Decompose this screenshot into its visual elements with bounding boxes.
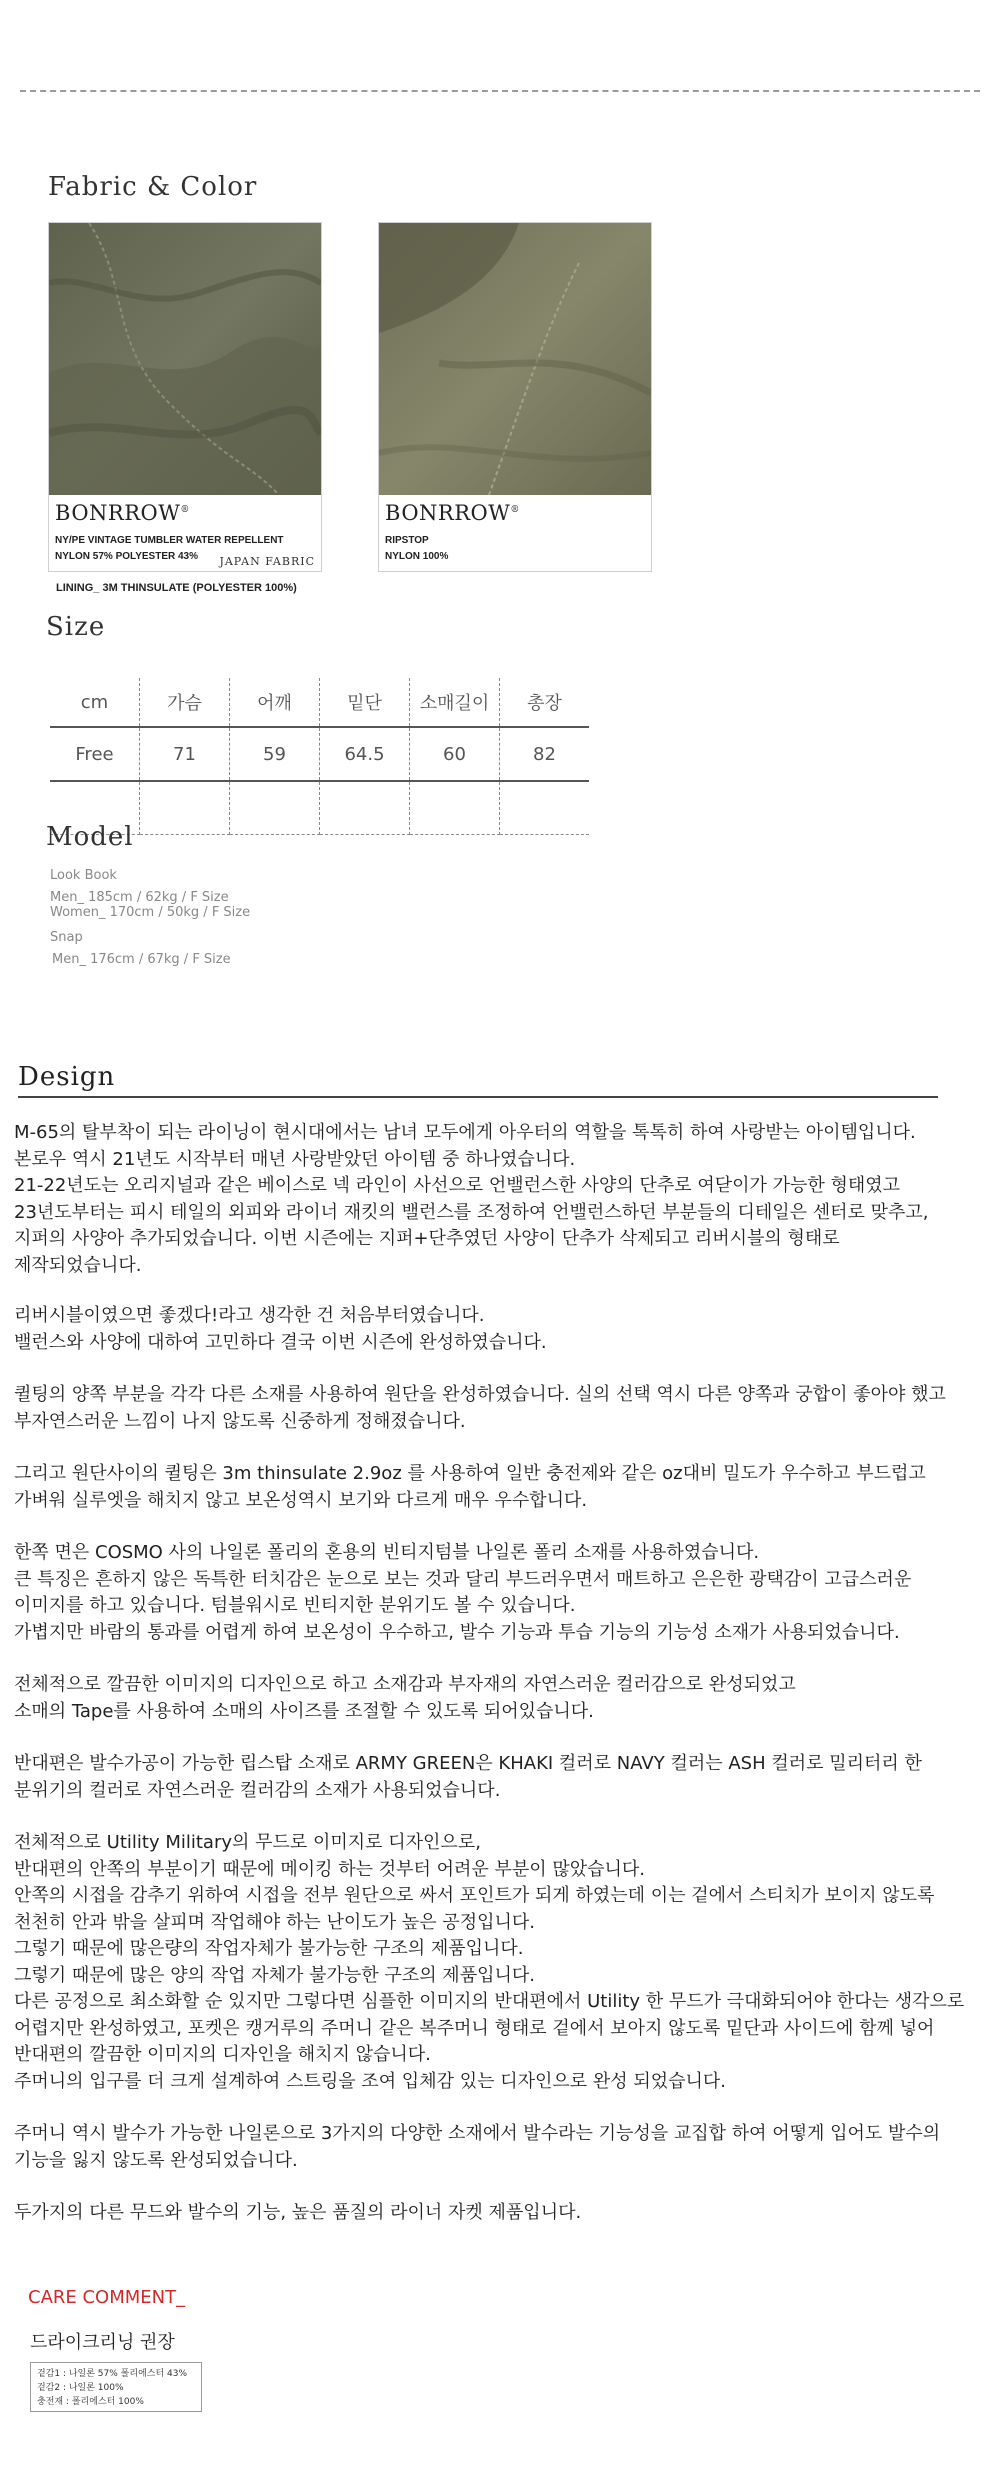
care-line: 겉감2 : 나일론 100% <box>37 2383 124 2393</box>
size-cell: 71 <box>140 727 230 781</box>
design-paragraph: 두가지의 다른 무드와 발수의 기능, 높은 품질의 라이너 자켓 제품입니다. <box>14 2202 582 2223</box>
fabric-swatch-card <box>48 222 322 572</box>
care-dry-clean: 드라이크리닝 권장 <box>30 2332 175 2353</box>
care-composition-box <box>30 2362 202 2412</box>
top-dashed-divider <box>20 90 980 92</box>
fabric-swatch-photo <box>49 223 321 495</box>
fabric-brand: BONRROW® <box>55 501 190 525</box>
care-line: 겉감1 : 나일론 57% 폴리에스터 43% <box>37 2369 188 2379</box>
fabric-description: RIPSTOP <box>385 535 429 546</box>
design-paragraph: 퀼팅의 양쪽 부분을 각각 다른 소재를 사용하여 원단을 완성하였습니다. 실의 선택 역시 다른 양쪽과 궁합이 좋아야 했고 부자연스러운 느낌이 나지 않도록 신중하게 정해졌습니다. <box>14 1384 946 1432</box>
size-header-cell: 총장 <box>500 678 590 727</box>
size-cell: 60 <box>410 727 500 781</box>
size-header-cell: 소매길이 <box>410 678 500 727</box>
fabric-brand: BONRROW® <box>385 501 520 525</box>
size-header-cell: 가슴 <box>140 678 230 727</box>
lining-info: LINING_ 3M THINSULATE (POLYESTER 100%) <box>56 582 297 594</box>
design-header <box>18 1062 982 1098</box>
size-cell: Free <box>50 727 140 781</box>
design-paragraph: 전체적으로 Utility Military의 무드로 이미지로 디자인으로, 반대편의 안쪽의 부분이기 때문에 메이킹 하는 것부터 어려운 부분이 많았습니다. 안쪽의 시접을 감추기 위하여 시접을 전부 원단으로 싸서 포인트가 되게 하였는데 이는 겉에서 스티치가 보이지 않도록 천천히 안과 밖을 살피며 작업해야 하는 난이도가 높은 공정입니다. 그렇기 때문에 많은량의 작업자체가 불가능한 구조의 제품입니다. 그렇기 때문에 많은 양의 작업 자체가 불가능한 구조의 제품입니다. 다른 공정으로 최소화할 순 있지만 그렇다면 심플한 이미지의 반대편에서 Utility 한 무드가 극대화되어야 한다는 생각으로 어렵지만 완성하였고, 포켓은 캥거루의 주머니 같은 복주머니 형태로 겉에서 보아지 않도록 밑단과 사이드에 함께 넣어 반대편의 깔끔한 이미지의 디자인을 해치지 않습니다. 주머니의 입구를 더 크게 설계하여 스트링을 조여 입체감 있는 디자인으로 완성 되었습니다. <box>14 1832 965 2092</box>
fabric-description: NY/PE VINTAGE TUMBLER WATER REPELLENT <box>55 535 284 546</box>
lookbook-women: Women_ 170cm / 50kg / F Size <box>50 905 251 920</box>
size-header-cell: 어깨 <box>230 678 320 727</box>
fabric-color-title: Fabric & Color <box>48 172 258 202</box>
fabric-swatch-card <box>378 222 652 572</box>
size-cell: 82 <box>500 727 590 781</box>
design-paragraph: 전체적으로 깔끔한 이미지의 디자인으로 하고 소재감과 부자재의 자연스러운 컬러감으로 완성되었고 소매의 Tape를 사용하여 소매의 사이즈를 조절할 수 있도록 되어있습니다. <box>14 1674 796 1722</box>
care-comment-title: CARE COMMENT_ <box>28 2287 186 2308</box>
size-table <box>50 678 589 835</box>
size-cell: 59 <box>230 727 320 781</box>
snap-men: Men_ 176cm / 67kg / F Size <box>52 952 231 967</box>
design-paragraph: 한쪽 면은 COSMO 사의 나일론 폴리의 혼용의 빈티지텀블 나일론 폴리 소재를 사용하였습니다. 큰 특징은 흔하지 않은 독특한 터치감은 눈으로 보는 것과 달리 부드러우면서 매트하고 은은한 광택감이 고급스러운 이미지를 하고 있습니다. 텀블워시로 빈티지한 분위기도 볼 수 있습니다. 가볍지만 바람의 통과를 어렵게 하여 보온성이 우수하고, 발수 기능과 투습 기능의 기능성 소재가 사용되었습니다. <box>14 1542 912 1643</box>
model-title: Model <box>46 822 134 852</box>
size-header-cell: cm <box>50 678 140 727</box>
lookbook-men: Men_ 185cm / 62kg / F Size <box>50 890 229 905</box>
fabric-origin-tag: JAPAN FABRIC <box>219 555 315 568</box>
size-title: Size <box>46 612 106 642</box>
snap-label: Snap <box>50 930 83 945</box>
design-paragraph: 리버시블이였으면 좋겠다!라고 생각한 건 처음부터였습니다. 밸런스와 사양에 대하여 고민하다 결국 이번 시즌에 완성하였습니다. <box>14 1305 547 1353</box>
design-paragraph: 주머니 역시 발수가 가능한 나일론으로 3가지의 다양한 소재에서 발수라는 기능성을 교집합 하여 어떻게 입어도 발수의 기능을 잃지 않도록 완성되었습니다. <box>14 2123 941 2171</box>
size-cell: 64.5 <box>320 727 410 781</box>
fabric-composition: NYLON 100% <box>385 551 449 562</box>
size-header-cell: 밑단 <box>320 678 410 727</box>
lookbook-label: Look Book <box>50 868 117 883</box>
design-paragraph: 반대편은 발수가공이 가능한 립스탑 소재로 ARMY GREEN은 KHAKI 컬러로 NAVY 컬러는 ASH 컬러로 밀리터리 한 분위기의 컬러로 자연스러운 컬러감의 소재가 사용되었습니다. <box>14 1753 922 1801</box>
design-title: Design <box>18 1062 116 1092</box>
design-paragraph: 그리고 원단사이의 퀼팅은 3m thinsulate 2.9oz 를 사용하여 일반 충전제와 같은 oz대비 밀도가 우수하고 부드럽고 가벼워 실루엣을 해치지 않고 보온성역시 보기와 다르게 매우 우수합니다. <box>14 1463 926 1511</box>
design-divider <box>18 1096 938 1098</box>
size-table-header <box>50 678 589 727</box>
care-line: 충전재 : 폴리에스터 100% <box>37 2397 144 2407</box>
fabric-swatch-photo <box>379 223 651 495</box>
design-paragraph: M-65의 탈부착이 되는 라이닝이 현시대에서는 남녀 모두에게 아우터의 역할을 톡톡히 하여 사랑받는 아이템입니다. 본로우 역시 21년도 시작부터 매년 사랑받았던 아이템 중 하나였습니다. 21-22년도는 오리지널과 같은 베이스로 넥 라인이 사선으로 언밸런스한 사양의 단추로 여닫이가 가능한 형태였고 23년도부터는 피시 테일의 외피와 라이너 재킷의 밸런스를 조정하여 언밸런스하던 부분들의 디테일은 센터로 맞추고, 지퍼의 사양아 추가되었습니다. 이번 시즌에는 지퍼+단추였던 사양이 단추가 삭제되고 리버시블의 형태로 제작되었습니다. <box>14 1122 929 1276</box>
size-table-row <box>50 727 589 781</box>
fabric-composition: NYLON 57% POLYESTER 43% <box>55 551 199 562</box>
